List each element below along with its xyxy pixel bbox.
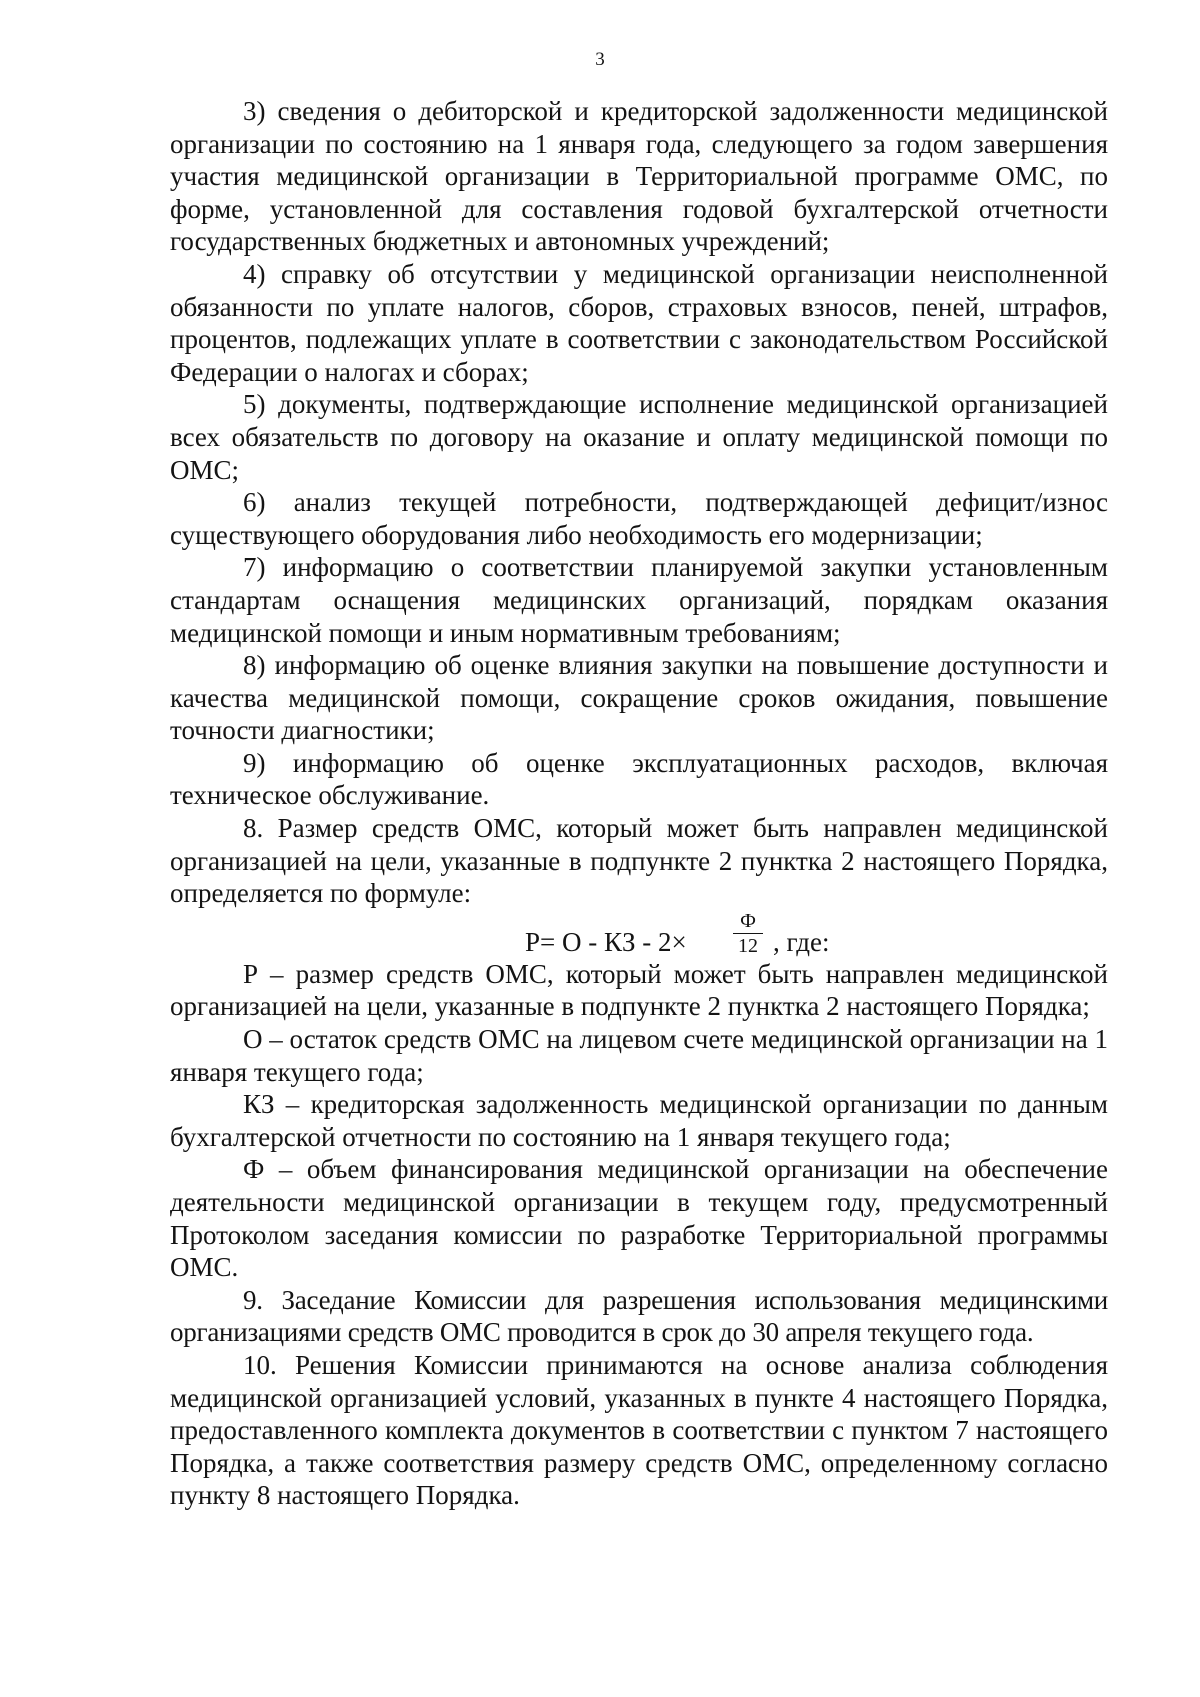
paragraph-item-5-obligations-documents: 5) документы, подтверждающие исполнение медицинской организацией всех обязательств по договору на оказание и оплату медицинской помощи по ОМС; xyxy=(170,389,1108,485)
paragraph-item-3-debt-info: 3) сведения о дебиторской и кредиторской задолженности медицинской организации по состоянию на 1 января года, следующего за годом завершения участия медицинской организации в Территориальной программе ОМС, по форме, установленной для составления годовой бухгалтерской отчетности государственных бюджетных и автономных учреждений; xyxy=(170,96,1108,257)
formula-denominator: 12 xyxy=(738,934,758,957)
definition-f: Ф – объем финансирования медицинской организации на обеспечение деятельности медицинской организации в текущем году, предусмотренный Протоколом заседания комиссии по разработке Территориальной программы ОМС. xyxy=(170,1154,1108,1283)
formula-tail: , где: xyxy=(773,926,830,957)
definition-o: О – остаток средств ОМС на лицевом счете медицинской организации на 1 января текущего года; xyxy=(170,1024,1108,1087)
paragraph-clause-8-funds-size: 8. Размер средств ОМС, который может быть направлен медицинской организацией на цели, указанные в подпункте 2 пунктка 2 настоящего Порядка, определяется по формуле: xyxy=(170,813,1108,909)
page-number: 3 xyxy=(595,49,605,70)
definition-r: Р – размер средств ОМС, который может быть направлен медицинской организацией на цели, указанные в подпункте 2 пунктка 2 настоящего Порядка; xyxy=(170,958,1108,1022)
paragraph-item-8-impact-assessment: 8) информацию об оценке влияния закупки на повышение доступности и качества медицинской помощи, сокращение сроков ожидания, повышение точности диагностики; xyxy=(170,650,1108,746)
formula-numerator: Ф xyxy=(740,909,756,932)
formula-fraction xyxy=(733,910,763,957)
paragraph-clause-9-meeting: 9. Заседание Комиссии для разрешения использования медицинскими организациями средств ОМС проводится в срок до 30 апреля текущего года. xyxy=(170,1284,1108,1348)
document-body xyxy=(170,95,1108,1512)
definition-kz: КЗ – кредиторская задолженность медицинской организации по данным бухгалтерской отчетности по состоянию на 1 января текущего года; xyxy=(170,1089,1108,1152)
paragraph-item-9-operating-costs: 9) информацию об оценке эксплуатационных расходов, включая техническое обслуживание. xyxy=(170,747,1108,811)
paragraph-clause-10-decisions: 10. Решения Комиссии принимаются на основе анализа соблюдения медицинской организацией условий, указанных в пункте 4 настоящего Порядка, предоставленного комплекта документов в соответствии с пунктом 7 настоящего Порядка, а также соответствия размеру средств ОМС, определенному согласно пункту 8 настоящего Порядка. xyxy=(170,1349,1108,1511)
fraction-bar xyxy=(733,933,763,934)
paragraph-item-7-standards-compliance: 7) информацию о соответствии планируемой закупки установленным стандартам оснащения медицинских организаций, порядкам оказания медицинской помощи и иным нормативным требованиям; xyxy=(170,552,1108,648)
paragraph-item-6-needs-analysis: 6) анализ текущей потребности, подтверждающей дефицит/износ существующего оборудования либо необходимость его модернизации; xyxy=(170,487,1108,550)
formula-main-expression: Р= О - КЗ - 2× xyxy=(525,926,687,957)
funds-formula xyxy=(170,910,1108,958)
paragraph-item-4-tax-certificate: 4) справку об отсутствии у медицинской организации неисполненной обязанности по уплате налогов, сборов, страховых взносов, пеней, штрафов, процентов, подлежащих уплате в соответствии с законодательством Российской Федерации о налогах и сборах; xyxy=(170,258,1108,387)
